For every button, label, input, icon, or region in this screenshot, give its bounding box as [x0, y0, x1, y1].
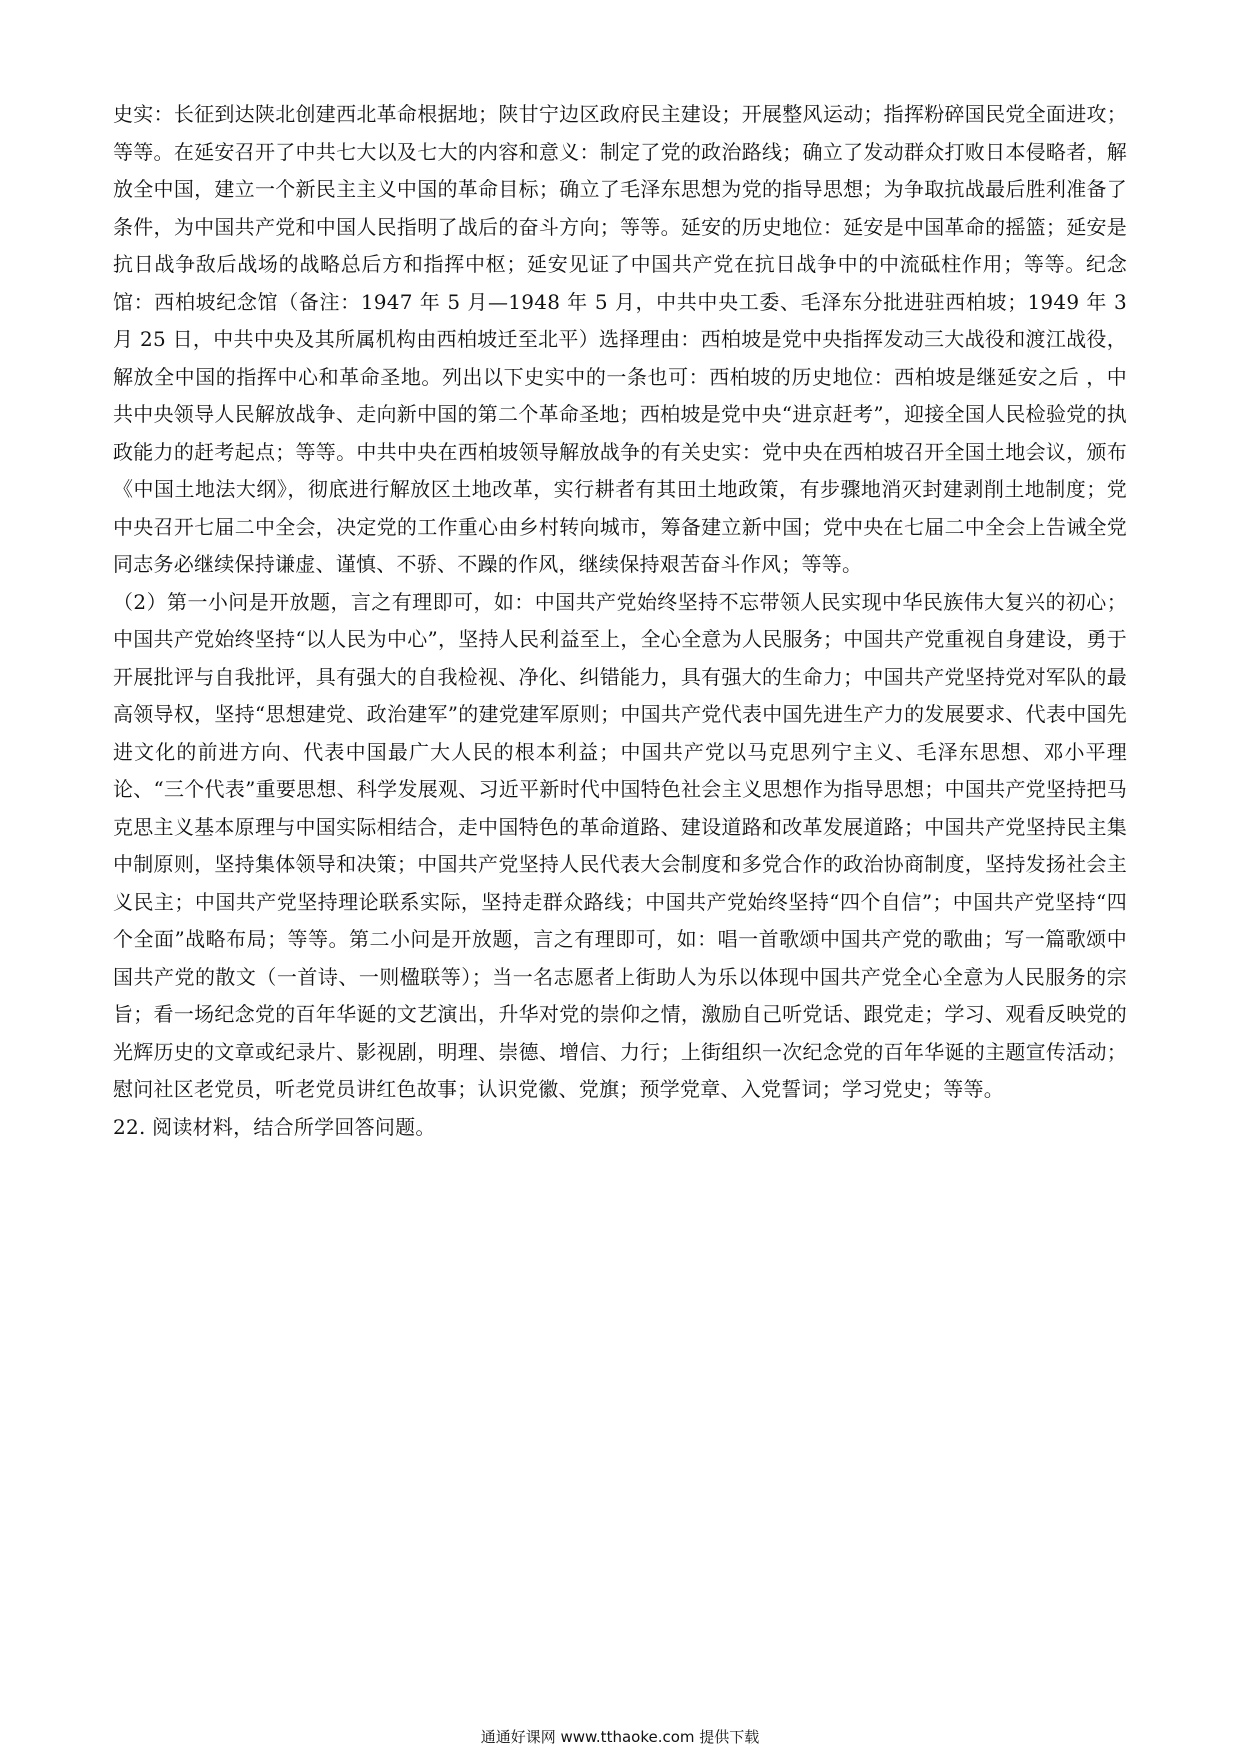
question-22-heading: 22. 阅读材料，结合所学回答问题。 — [113, 1114, 436, 1139]
page-footer: 通通好课网 www.tthaoke.com 提供下载 — [480, 1728, 760, 1746]
answer-paragraph-1: 史实：长征到达陕北创建西北革命根据地；陕甘宁边区政府民主建设；开展整风运动；指挥粉碎国民党全面进攻；等等。在延安召开了中共七大以及七大的内容和意义：制定了党的政治路线；确立了发动群众打败日本侵略者，解放全中国，建立一个新民主主义中国的革命目标；确立了毛泽东思想为党的指导思想；为争取抗战最后胜利准备了条件，为中国共产党和中国人民指明了战后的奋斗方向；等等。延安的历史地位：延安是中国革命的摇篮；延安是抗日战争敌后战场的战略总后方和指挥中枢；延安见证了中国共产党在抗日战争中的中流砥柱作用；等等。纪念馆：西柏坡纪念馆（备注：1947 年 5 月—1948 年 5 月，中共中央工委、毛泽东分批进驻西柏坡；1949 年 3 月 25 日，中共中央及其所属机构由西柏坡迁至北平）选择理由：西柏坡是党中央指挥发动三大战役和渡江战役，解放全中国的指挥中心和革命圣地。列出以下史实中的一条也可：西柏坡的历史地位：西柏坡是继延安之后 ，中共中央领导人民解放战争、走向新中国的第二个革命圣地；西柏坡是党中央“进京赶考”，迎接全国人民检验党的执政能力的赶考起点；等等。中共中央在西柏坡领导解放战争的有关史实：党中央在西柏坡召开全国土地会议，颁布《中国土地法大纲》，彻底进行解放区土地改革，实行耕者有其田土地政策，有步骤地消灭封建剥削土地制度；党中央召开七届二中全会，决定党的工作重心由乡村转向城市，筹备建立新中国；党中央在七届二中全会上告诫全党同志务必继续保持谦虚、谨慎、不骄、不躁的作风，继续保持艰苦奋斗作风；等等。 — [113, 102, 1127, 576]
answer-content — [113, 96, 1127, 1146]
answer-paragraph-2: （2）第一小问是开放题，言之有理即可，如：中国共产党始终坚持不忘带领人民实现中华民族伟大复兴的初心；中国共产党始终坚持“以人民为中心”，坚持人民利益至上，全心全意为人民服务；中国共产党重视自身建设，勇于开展批评与自我批评，具有强大的自我检视、净化、纠错能力，具有强大的生命力；中国共产党坚持党对军队的最高领导权，坚持“思想建党、政治建军”的建党建军原则；中国共产党代表中国先进生产力的发展要求、代表中国先进文化的前进方向、代表中国最广大人民的根本利益；中国共产党以马克思列宁主义、毛泽东思想、邓小平理论、“三个代表”重要思想、科学发展观、习近平新时代中国特色社会主义思想作为指导思想；中国共产党坚持把马克思主义基本原理与中国实际相结合，走中国特色的革命道路、建设道路和改革发展道路；中国共产党坚持民主集中制原则，坚持集体领导和决策；中国共产党坚持人民代表大会制度和多党合作的政治协商制度，坚持发扬社会主义民主；中国共产党坚持理论联系实际，坚持走群众路线；中国共产党始终坚持“四个自信”；中国共产党坚持“四个全面”战略布局；等等。第二小问是开放题，言之有理即可，如：唱一首歌颂中国共产党的歌曲；写一篇歌颂中国共产党的散文（一首诗、一则楹联等）；当一名志愿者上街助人为乐以体现中国共产党全心全意为人民服务的宗旨；看一场纪念党的百年华诞的文艺演出，升华对党的崇仰之情，激励自己听党话、跟党走；学习、观看反映党的光辉历史的文章或纪录片、影视剧，明理、崇德、增信、力行；上街组织一次纪念党的百年华诞的主题宣传活动；慰问社区老党员，听老党员讲红色故事；认识党徽、党旗；预学党章、入党誓词；学习党史；等等。 — [113, 589, 1127, 1101]
